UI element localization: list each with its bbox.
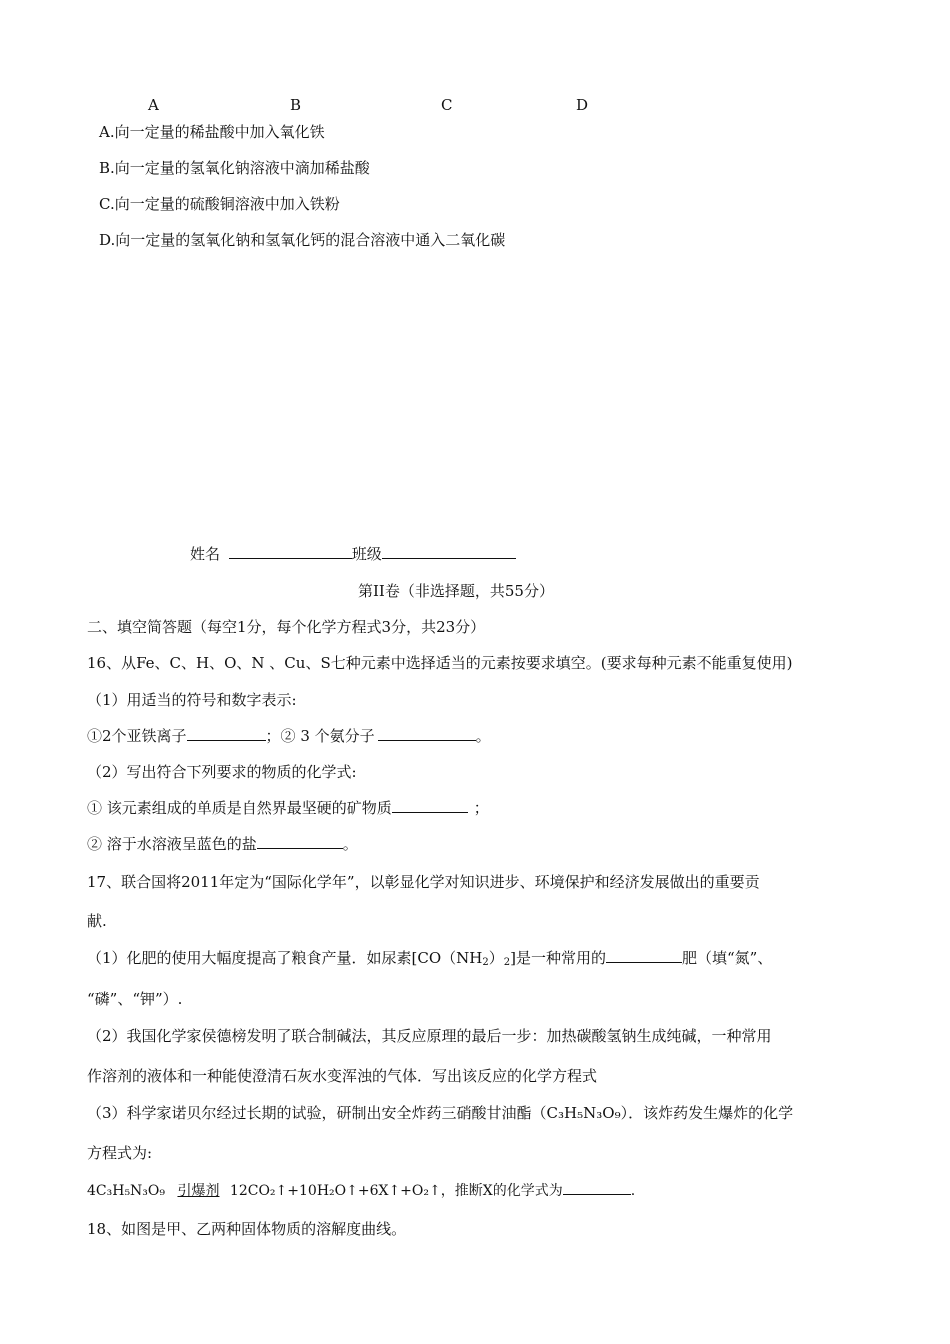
q17-urea-text2: ]是一种常用的 <box>510 949 607 967</box>
q16-ammonia-blank[interactable] <box>378 726 476 741</box>
q17-equation-end: . <box>630 1183 636 1199</box>
student-info-line <box>190 543 516 564</box>
class-blank[interactable] <box>382 544 516 559</box>
q17-part2-line1: （2）我国化学家侯德榜发明了联合制碱法，其反应原理的最后一步：加热碳酸氢钠生成纯碱，一种常用 <box>87 1027 772 1045</box>
q17-equation-right: 12CO₂↑+10H₂O↑+6X↑+O₂↑，推断X的化学式为 <box>229 1183 563 1199</box>
figure-label-c: C <box>441 96 453 114</box>
q17-fertilizer-options: 肥（填“氮”、 <box>682 949 773 967</box>
q16-ferrous-ion-blank[interactable] <box>187 726 266 741</box>
option-a: A.向一定量的稀盐酸中加入氧化铁 <box>99 123 325 141</box>
q16-blue-salt-label: ② 溶于水溶液呈蓝色的盐 <box>87 835 257 853</box>
q16-ferrous-ion-label: ①2个亚铁离子 <box>87 727 187 745</box>
q17-urea-text: （1）化肥的使用大幅度提高了粮食产量．如尿素[CO（NH <box>87 949 483 967</box>
q17-equation <box>87 1180 635 1200</box>
q17-urea-paren: ） <box>488 949 504 967</box>
q17-stem-line2: 献. <box>87 912 107 930</box>
figure-label-a: A <box>148 96 159 114</box>
q17-urea-sub2: 2 <box>503 957 511 968</box>
q17-stem-line1: 17、联合国将2011年定为“国际化学年”，以彰显化学对知识进步、环境保护和经济发展做出的重要贡 <box>87 873 760 891</box>
option-d: D.向一定量的氢氧化钠和氢氧化钙的混合溶液中通入二氧化碳 <box>99 231 506 249</box>
q16-part1-answers <box>87 725 491 746</box>
q16-blue-salt-end: 。 <box>342 835 358 853</box>
q16-part2-b <box>87 833 358 854</box>
part2-title: 二、填空简答题（每空1分，每个化学方程式3分，共23分） <box>87 618 486 636</box>
class-label: 班级 <box>351 545 382 563</box>
option-c: C.向一定量的硫酸铜溶液中加入铁粉 <box>99 195 340 213</box>
q17-equation-left: 4C₃H₅N₃O₉ <box>87 1183 166 1199</box>
name-blank[interactable] <box>229 544 352 559</box>
q16-part2-a <box>87 797 489 818</box>
figure-label-d: D <box>576 96 589 114</box>
q16-stem: 16、从Fe、C、H、O、N 、Cu、S七种元素中选择适当的元素按要求填空。(要求每种元素不能重复使用) <box>87 654 793 672</box>
q17-urea-sub1: 2 <box>482 957 489 968</box>
q16-diamond-label: ① 该元素组成的单质是自然界最坚硬的矿物质 <box>87 799 392 817</box>
section-title: 第II卷（非选择题，共55分） <box>358 582 554 600</box>
q16-diamond-end: ； <box>473 799 489 817</box>
figure-label-b: B <box>290 96 302 114</box>
q17-fertilizer-blank[interactable] <box>606 948 682 963</box>
q17-part2-line2: 作溶剂的液体和一种能使澄清石灰水变浑浊的气体．写出该反应的化学方程式 <box>87 1067 598 1085</box>
q16-ammonia-label: ；② 3 个氨分子 <box>265 727 375 745</box>
q17-equation-condition: 引爆剂 <box>177 1183 220 1199</box>
q17-part3-line1: （3）科学家诺贝尔经过长期的试验，研制出安全炸药三硝酸甘油酯（C₃H₅N₃O₉）．该炸药发生爆炸的化学 <box>87 1104 794 1122</box>
q17-part3-line2: 方程式为: <box>87 1144 153 1162</box>
q16-blue-salt-blank[interactable] <box>257 834 343 849</box>
q16-diamond-blank[interactable] <box>392 798 468 813</box>
option-b: B.向一定量的氢氧化钠溶液中滴加稀盐酸 <box>99 159 370 177</box>
q16-part1-end: 。 <box>475 727 491 745</box>
q17-x-formula-blank[interactable] <box>563 1180 631 1195</box>
q17-part1-line1 <box>87 947 772 968</box>
q16-part2: （2）写出符合下列要求的物质的化学式: <box>87 763 357 781</box>
q18-stem: 18、如图是甲、乙两种固体物质的溶解度曲线。 <box>87 1220 407 1238</box>
name-label: 姓名 <box>190 545 221 563</box>
q16-part1: （1）用适当的符号和数字表示: <box>87 691 297 709</box>
q17-part1-line2: “磷”、“钾”）. <box>87 990 183 1008</box>
